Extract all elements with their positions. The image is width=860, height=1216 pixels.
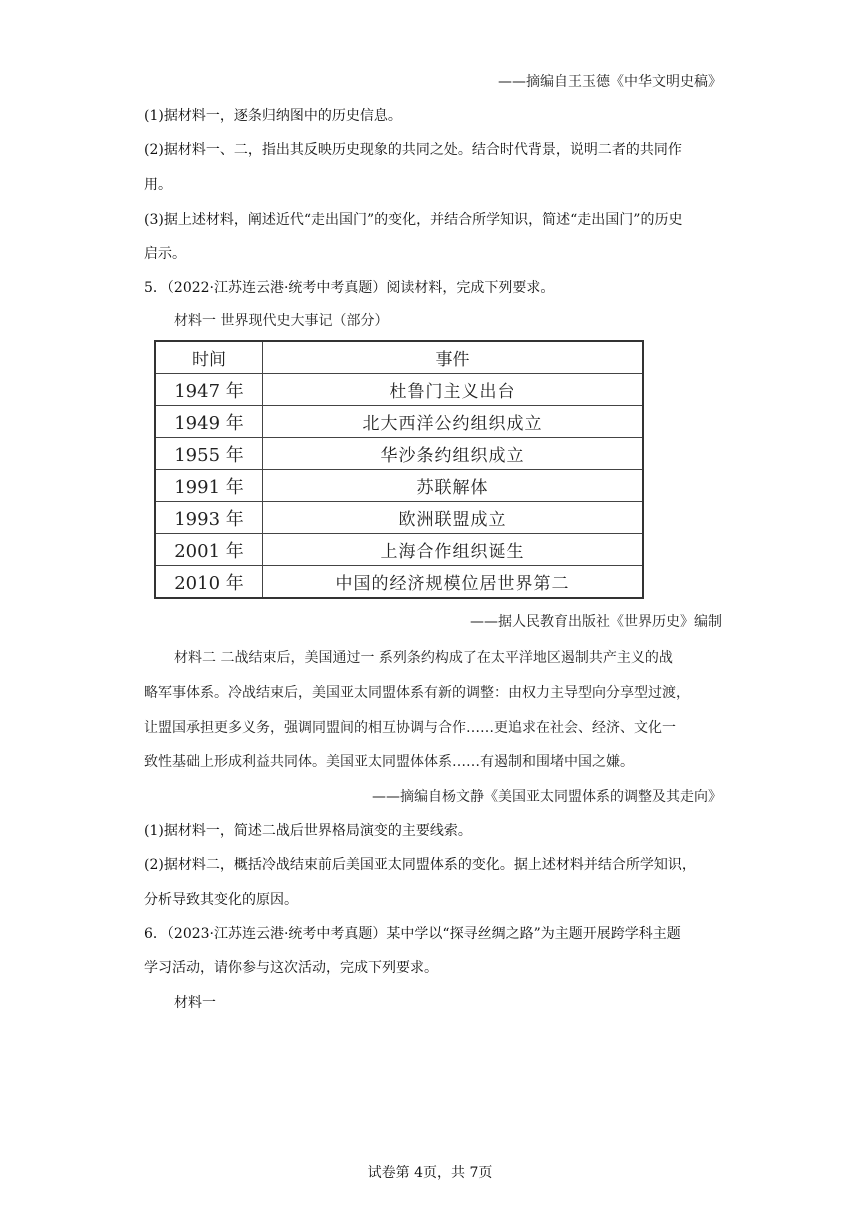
source-citation-1: ——据人民教育出版社《世界历史》编制 [470, 614, 722, 630]
q5-subquestion-2-line2: 分析导致其变化的原因。 [144, 892, 298, 908]
table-row [155, 534, 643, 566]
table-row [155, 406, 643, 438]
table-row [155, 438, 643, 470]
table-header-event: 事件 [263, 341, 644, 374]
table-cell-event: 杜鲁门主义出台 [263, 374, 644, 406]
q4-subquestion-2-line2: 用。 [144, 177, 172, 193]
table-row [155, 374, 643, 406]
source-citation-2: ——摘编自杨文静《美国亚太同盟体系的调整及其走向》 [372, 789, 722, 805]
table-cell-year: 1955 年 [155, 438, 263, 470]
q6-header-line2: 学习活动，请你参与这次活动，完成下列要求。 [144, 960, 438, 976]
table-cell-event: 上海合作组织诞生 [263, 534, 644, 566]
table-cell-event: 华沙条约组织成立 [263, 438, 644, 470]
table-cell-year: 1991 年 [155, 470, 263, 502]
q6-header-line1: 6．（2023·江苏连云港·统考中考真题）某中学以“探寻丝绸之路”为主题开展跨学科主题 [144, 926, 681, 942]
q5-material2-line2: 略军事体系。冷战结束后，美国亚太同盟体系有新的调整：由权力主导型向分享型过渡， [144, 685, 690, 701]
q5-material2-line1: 材料二 二战结束后，美国通过一 系列条约构成了在太平洋地区遏制共产主义的战 [174, 650, 673, 666]
q6-material1-label: 材料一 [174, 995, 216, 1011]
table-cell-year: 1947 年 [155, 374, 263, 406]
q5-header: 5．（2022·江苏连云港·统考中考真题）阅读材料，完成下列要求。 [144, 280, 555, 296]
table-cell-event: 中国的经济规模位居世界第二 [263, 566, 644, 599]
table-cell-event: 北大西洋公约组织成立 [263, 406, 644, 438]
table-cell-event: 苏联解体 [263, 470, 644, 502]
source-citation-top: ——摘编自王玉德《中华文明史稿》 [498, 74, 722, 90]
q4-subquestion-3-line2: 启示。 [144, 246, 186, 262]
q5-subquestion-2-line1: (2)据材料二，概括冷战结束前后美国亚太同盟体系的变化。据上述材料并结合所学知识， [144, 857, 696, 873]
table-cell-year: 2001 年 [155, 534, 263, 566]
q4-subquestion-1: (1)据材料一，逐条归纳图中的历史信息。 [144, 108, 402, 124]
table-cell-year: 1993 年 [155, 502, 263, 534]
table-cell-year: 2010 年 [155, 566, 263, 599]
table-row [155, 470, 643, 502]
q5-material1-title: 材料一 世界现代史大事记（部分） [174, 313, 389, 329]
table-row [155, 566, 643, 599]
q5-material2-line4: 致性基础上形成利益共同体。美国亚太同盟体体系……有遏制和围堵中国之嫌。 [144, 754, 634, 770]
q4-subquestion-3-line1: (3)据上述材料，阐述近代“走出国门”的变化，并结合所学知识，简述“走出国门”的历史 [144, 212, 683, 228]
table-header-time: 时间 [155, 341, 263, 374]
q4-subquestion-2-line1: (2)据材料一、二，指出其反映历史现象的共同之处。结合时代背景，说明二者的共同作 [144, 142, 682, 158]
table-cell-event: 欧洲联盟成立 [263, 502, 644, 534]
q5-subquestion-1: (1)据材料一，简述二战后世界格局演变的主要线索。 [144, 823, 472, 839]
table-row [155, 502, 643, 534]
table-cell-year: 1949 年 [155, 406, 263, 438]
events-table [154, 340, 644, 599]
q5-material2-line3: 让盟国承担更多义务，强调同盟间的相互协调与合作……更追求在社会、经济、文化一 [144, 720, 676, 736]
page-footer: 试卷第 4页，共 7页 [367, 1165, 493, 1181]
table-header-row [155, 341, 643, 374]
